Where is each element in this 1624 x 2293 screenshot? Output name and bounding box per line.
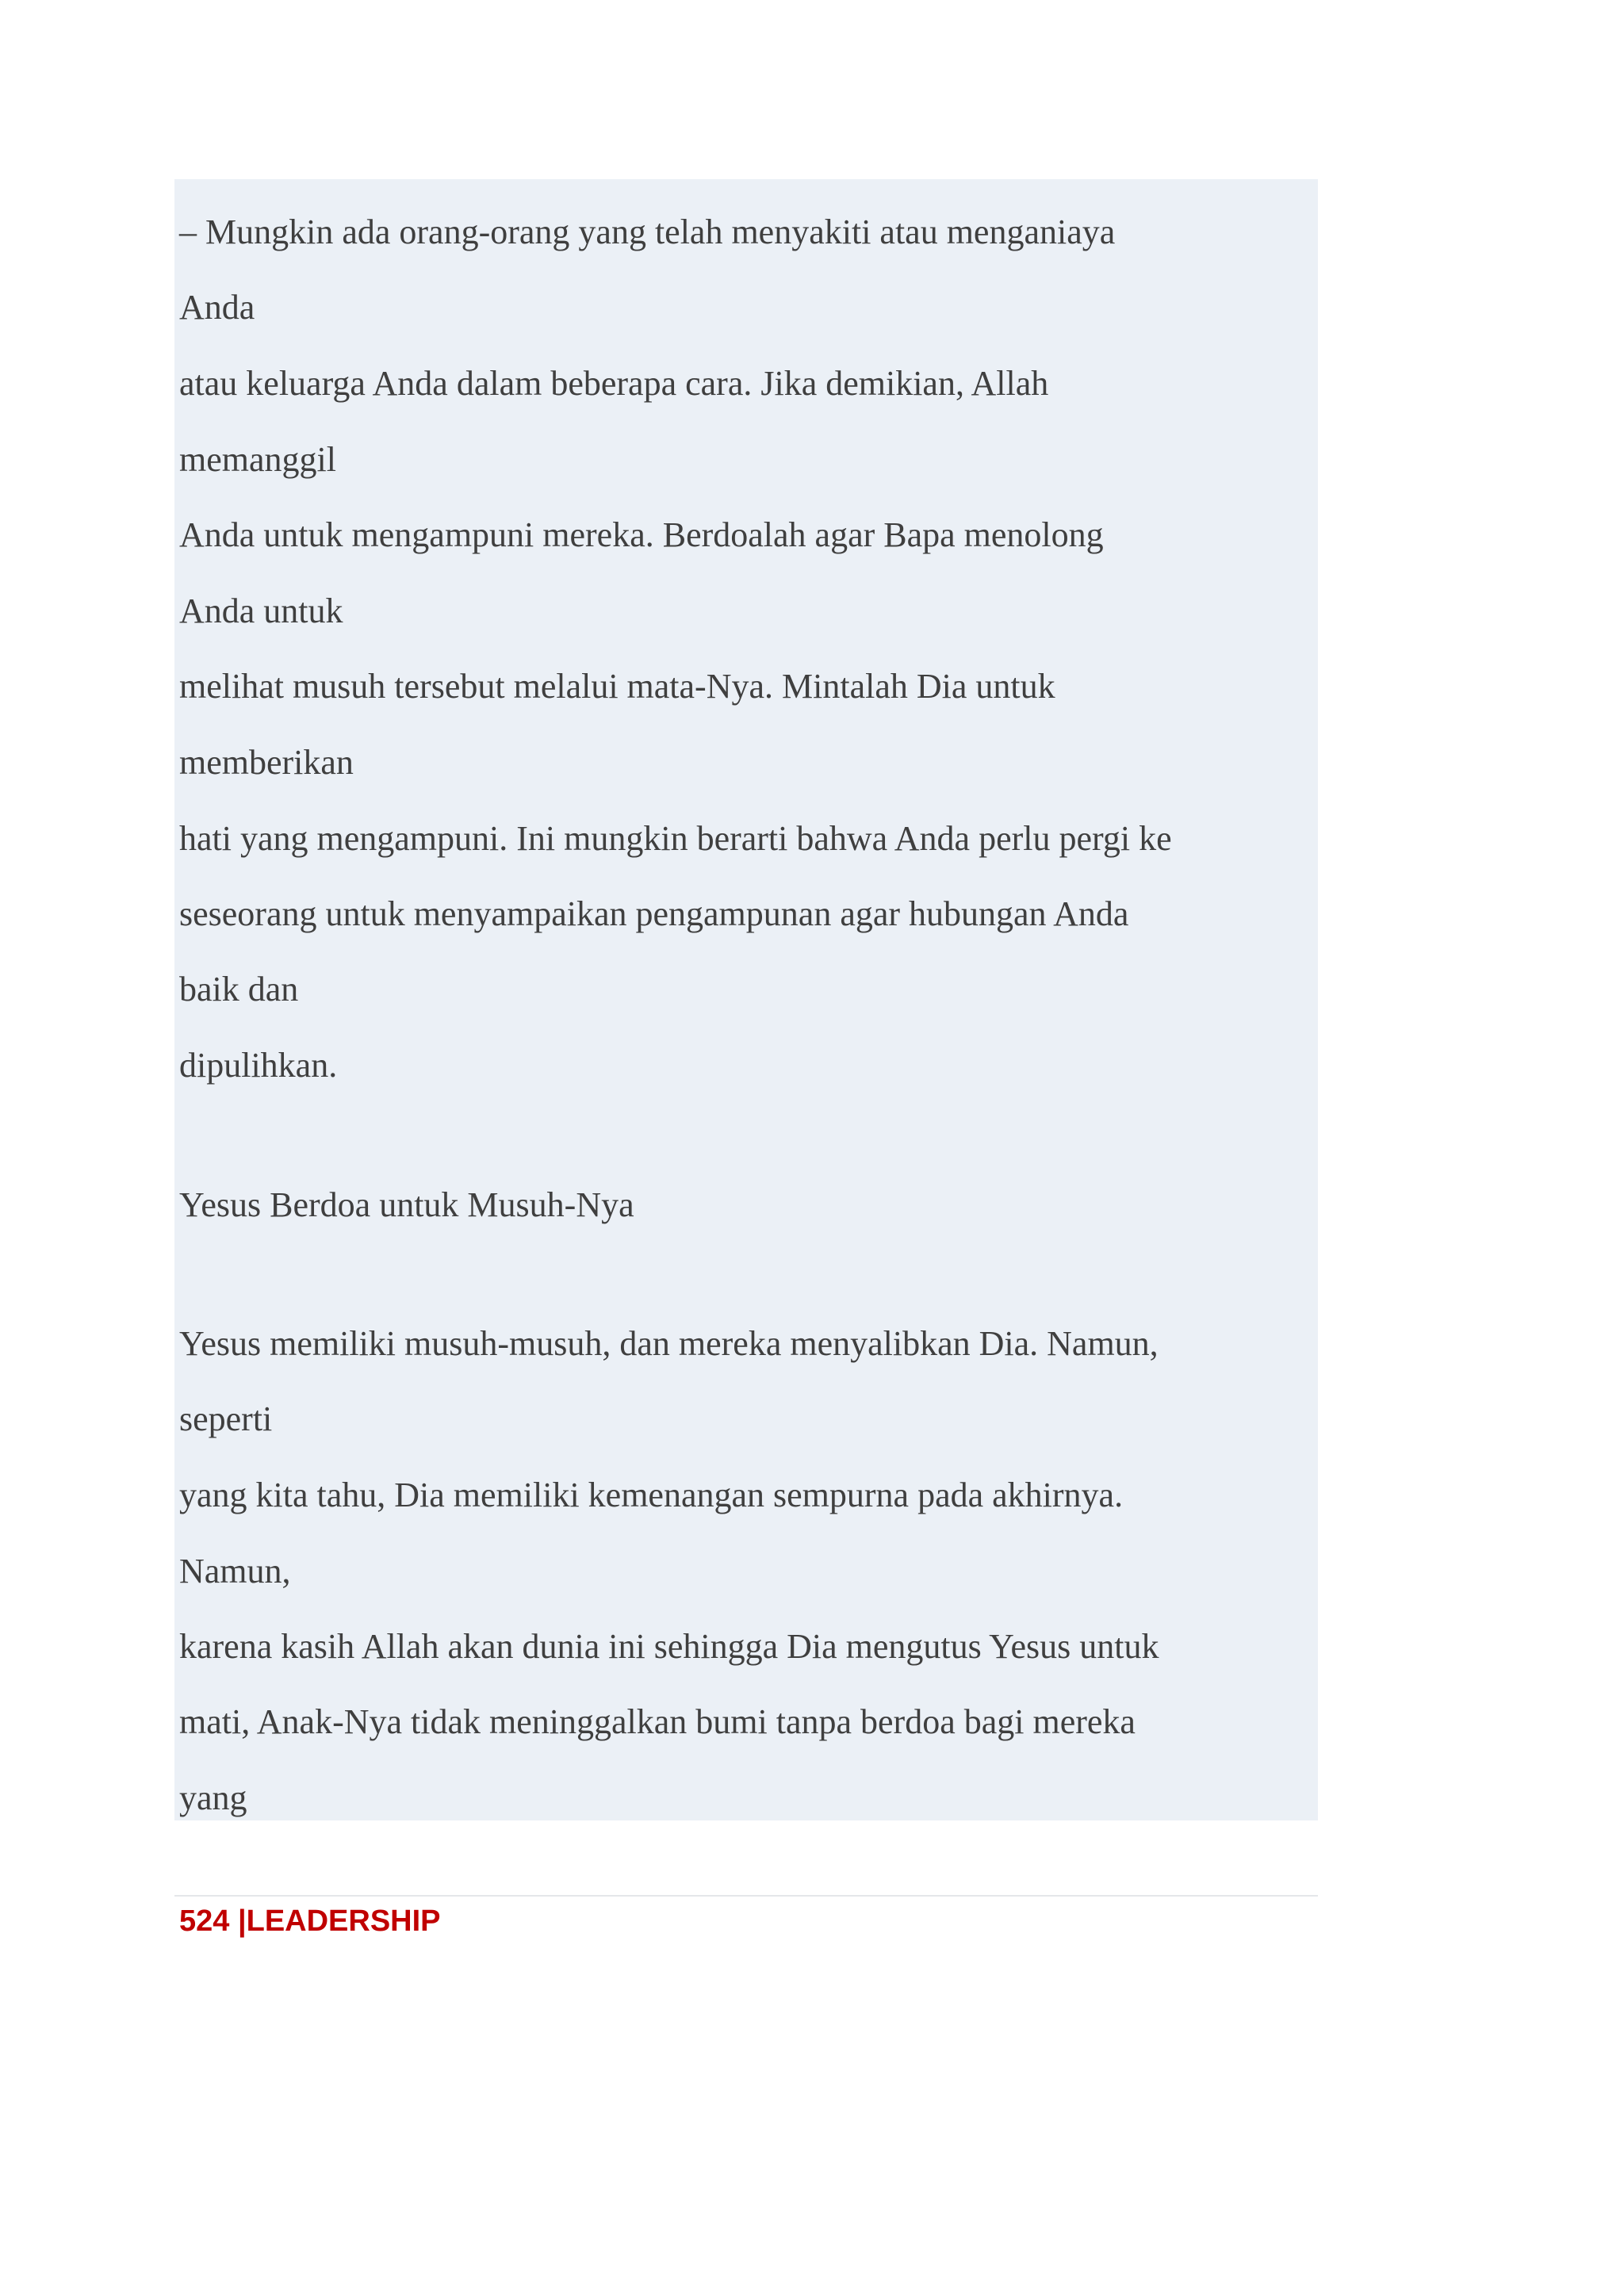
body-line: yang kita tahu, Dia memiliki kemenangan sempurna pada akhirnya. [179,1476,1124,1514]
body-line: dipulihkan. [179,1046,338,1085]
body-line: Anda untuk mengampuni mereka. Berdoalah agar Bapa menolong [179,515,1104,554]
body-line: memanggil [179,440,336,479]
text-block-background [174,179,1318,1820]
body-line: – Mungkin ada orang-orang yang telah menyakiti atau menganiaya [179,212,1116,251]
body-line: seseorang untuk menyampaikan pengampunan agar hubungan Anda [179,894,1129,933]
body-line: karena kasih Allah akan dunia ini sehingga Dia mengutus Yesus untuk [179,1627,1159,1666]
body-line: Anda [179,288,255,327]
body-line: Namun, [179,1552,291,1591]
body-line: Yesus memiliki musuh-musuh, dan mereka menyalibkan Dia. Namun, [179,1324,1159,1363]
body-line: atau keluarga Anda dalam beberapa cara. Jika demikian, Allah [179,364,1049,403]
footer-divider [174,1895,1318,1897]
body-line: melihat musuh tersebut melalui mata-Nya. Mintalah Dia untuk [179,667,1055,706]
body-line: yang [179,1778,247,1817]
body-line: memberikan [179,743,354,782]
body-line: seperti [179,1399,273,1438]
body-line: mati, Anak-Nya tidak meninggalkan bumi tanpa berdoa bagi mereka [179,1702,1136,1741]
page-number: 524 [179,1904,230,1938]
body-line: baik dan [179,970,299,1009]
body-line: Anda untuk [179,591,343,630]
footer-separator: | [229,1904,247,1938]
section-heading: Yesus Berdoa untuk Musuh-Nya [179,1185,634,1224]
running-title: LEADERSHIP [246,1904,441,1938]
page-footer [179,1901,441,1941]
body-line: hati yang mengampuni. Ini mungkin berarti bahwa Anda perlu pergi ke [179,819,1172,858]
